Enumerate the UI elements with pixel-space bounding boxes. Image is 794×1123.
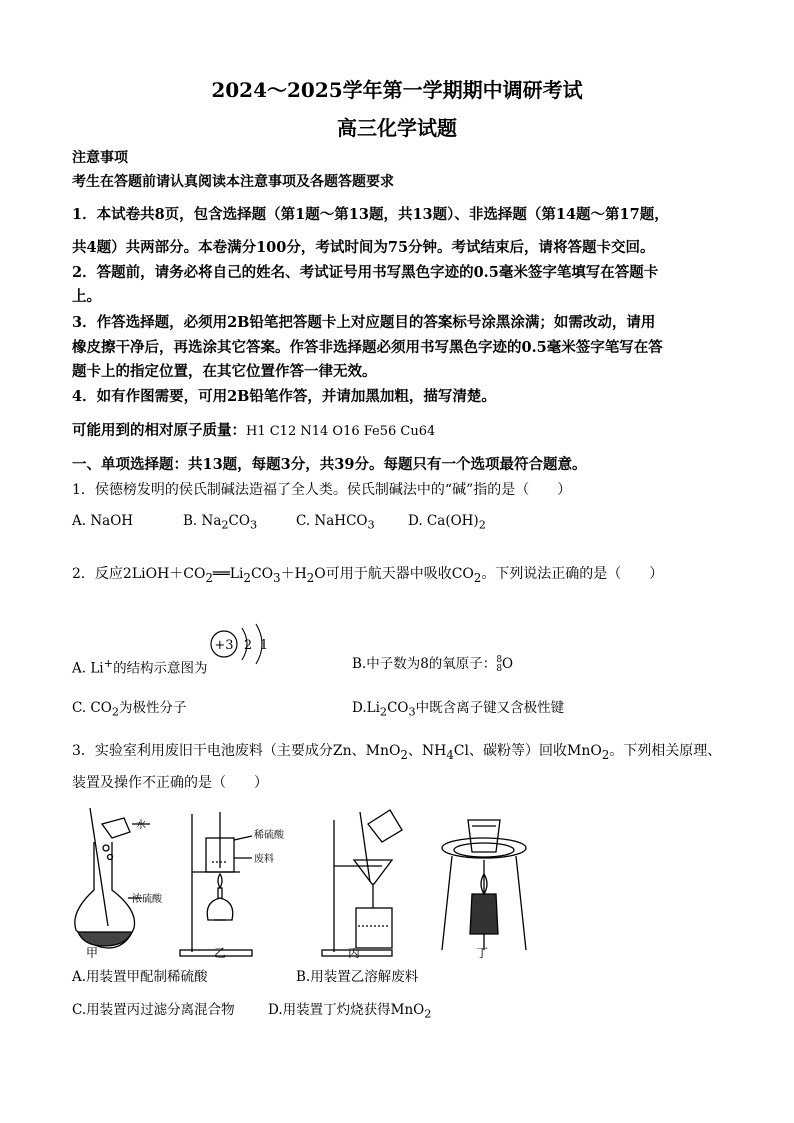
atom-shell2-label: 1 bbox=[259, 638, 269, 653]
q3-apparatus-figure bbox=[72, 802, 542, 962]
exam-subtitle: 高三化学试题 bbox=[337, 116, 457, 140]
q3-stem-line-1: 3．实验室利用废旧干电池废料（主要成分Zn、MnO$_2$、$NH_4Cl$、碳粉等）回收MnO$_2$。下列相关原理、 bbox=[72, 743, 722, 762]
q1-option-d: D. $Ca(OH)_2$ bbox=[408, 513, 486, 532]
q3-option-b: B.用装置乙溶解废料 bbox=[296, 969, 419, 985]
notice-line-3: 2．答题前，请务必将自己的姓名、考试证号用书写黑色字迹的0.5毫米签字笔填写在答题卡 bbox=[72, 264, 659, 281]
label-bing: 丙 bbox=[348, 946, 361, 960]
q3-option-d: D.用装置丁灼烧获得MnO$_2$ bbox=[268, 1002, 432, 1021]
exam-title: 2024～2025学年第一学期期中调研考试 bbox=[211, 78, 583, 102]
notice-line-6: 橡皮擦干净后，再选涂其它答案。作答非选择题必须用书写黑色字迹的0.5毫米签字笔写在答 bbox=[72, 339, 663, 356]
notice-intro: 考生在答题前请认真阅读本注意事项及各题答题要求 bbox=[72, 174, 394, 190]
atom-nucleus-label: +3 bbox=[214, 638, 234, 653]
apparatus-bing-filter bbox=[322, 810, 402, 956]
apparatus-drawings bbox=[72, 802, 542, 962]
section-1-heading: 一、单项选择题：共13题，每题3分，共39分。每题只有一个选项最符合题意。 bbox=[72, 456, 587, 473]
notice-line-2: 共4题）共两部分。本卷满分100分，考试时间为75分钟。考试结束后，请将答题卡交回。 bbox=[72, 239, 655, 256]
q2-option-a: A. Li+的结构示意图为 bbox=[72, 657, 208, 677]
notice-line-7: 题卡上的指定位置，在其它位置作答一律无效。 bbox=[72, 363, 377, 380]
notice-line-5: 3．作答选择题，必须用2B铅笔把答题卡上对应题目的答案标号涂黑涂满；如需改动，请用 bbox=[72, 314, 656, 331]
q3-option-a: A.用装置甲配制稀硫酸 bbox=[72, 969, 208, 985]
atomic-mass-line bbox=[72, 421, 435, 442]
atomic-mass-values: H1 C12 N14 O16 Fe56 Cu64 bbox=[246, 424, 436, 439]
apparatus-ding-crucible bbox=[442, 820, 526, 950]
label-conc-acid: 浓硫酸 bbox=[132, 894, 162, 905]
label-waste: 废料 bbox=[254, 854, 274, 865]
q2-option-d: $D.Li_2CO_3$中既含离子键又含极性键 bbox=[352, 700, 565, 719]
atom-shell1-label: 2 bbox=[243, 638, 253, 653]
q3-stem-line-2: 装置及操作不正确的是（ ） bbox=[72, 775, 268, 791]
notice-heading: 注意事项 bbox=[72, 150, 128, 166]
notice-line-4: 上。 bbox=[72, 288, 101, 305]
q1-option-c: C. NaHCO$_3$ bbox=[296, 513, 375, 532]
label-ding: 丁 bbox=[476, 946, 489, 960]
q2-option-b: B.中子数为8的氧原子：8 8O bbox=[352, 654, 514, 674]
li-ion-structure-diagram bbox=[208, 622, 278, 670]
q3-option-c: C.用装置丙过滤分离混合物 bbox=[72, 1002, 235, 1018]
q2-option-c: C. $CO_2$为极性分子 bbox=[72, 700, 187, 719]
apparatus-yi-stand bbox=[180, 812, 252, 956]
q1-option-a: A. NaOH bbox=[72, 513, 134, 529]
label-jia: 甲 bbox=[86, 946, 99, 960]
label-dilute-acid: 稀硫酸 bbox=[254, 830, 284, 841]
q1-option-b: B. $Na_2CO_3$ bbox=[183, 513, 258, 532]
label-water: 水 bbox=[136, 820, 146, 831]
notice-line-8: 4．如有作图需要，可用2B铅笔作答，并请加黑加粗，描写清楚。 bbox=[72, 388, 496, 405]
notice-line-1: 1．本试卷共8页，包含选择题（第1题～第13题，共13题）、非选择题（第14题～第17题， bbox=[72, 206, 669, 223]
label-yi: 乙 bbox=[214, 946, 227, 960]
atomic-mass-label: 可能用到的相对原子质量： bbox=[72, 422, 246, 439]
q2-stem: 2．反应$2LiOH+CO_2══Li_2CO_3+H_2O$可用于航天器中吸收$CO_2$。下列说法正确的是（ ） bbox=[72, 566, 664, 585]
q1-stem: 1．侯德榜发明的侯氏制碱法造福了全人类。侯氏制碱法中的“碱”指的是（ ） bbox=[72, 482, 572, 498]
